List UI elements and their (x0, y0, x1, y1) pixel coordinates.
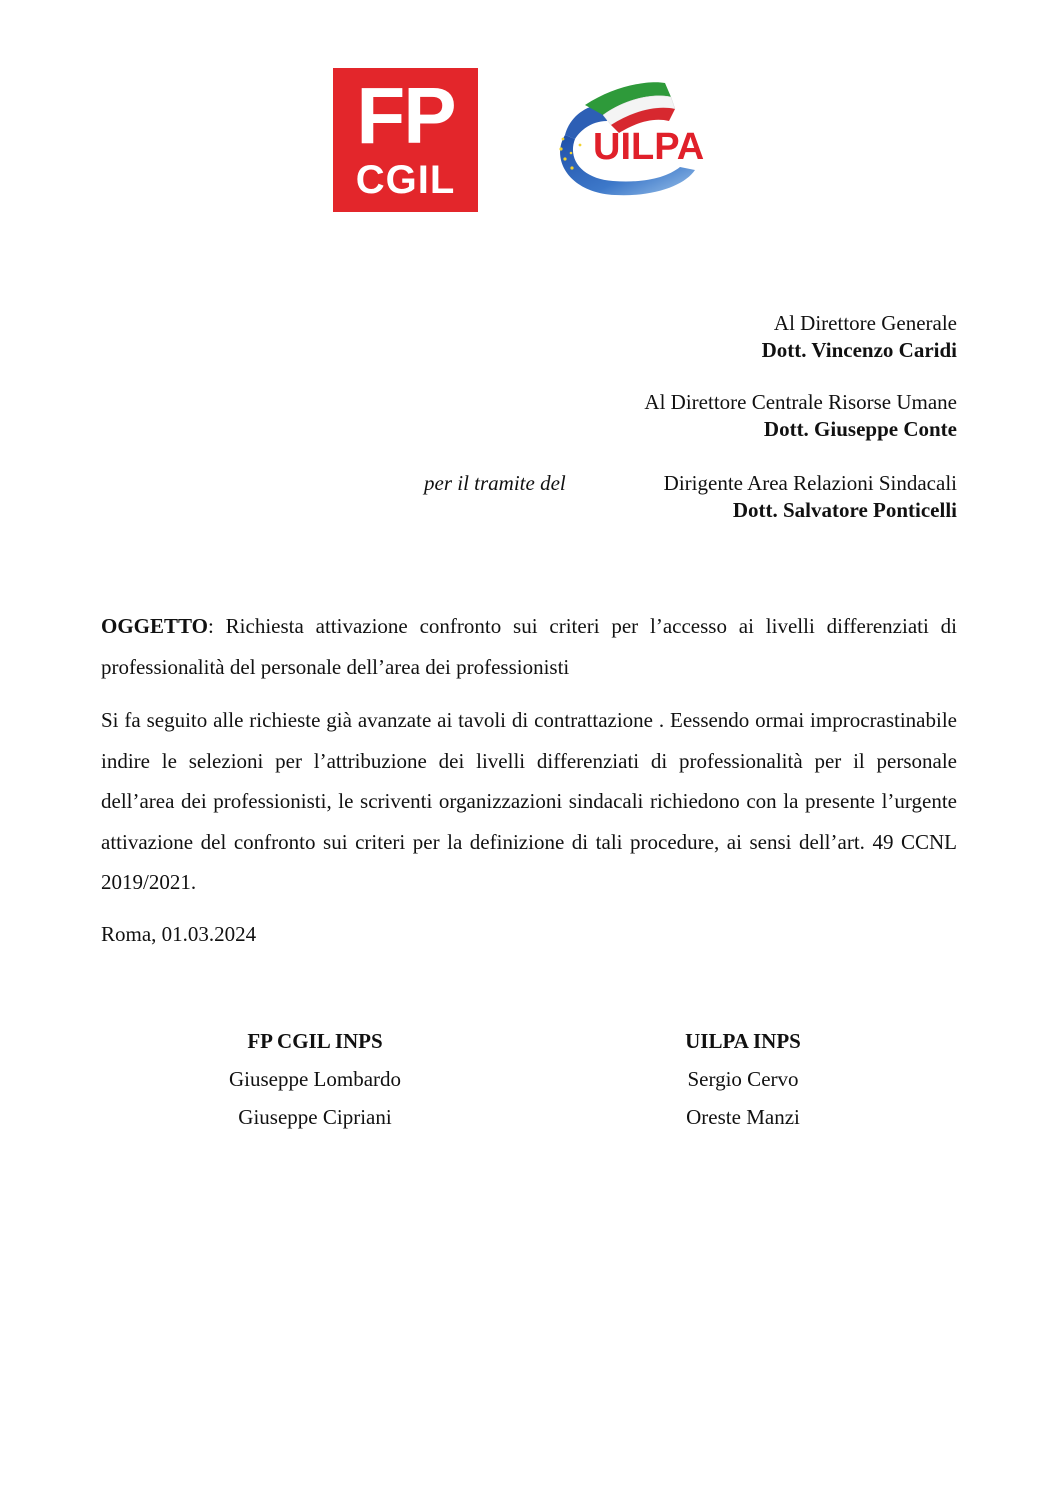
signature-name: Giuseppe Cipriani (238, 1105, 392, 1129)
signature-block-fp-cgil (165, 1022, 465, 1136)
fp-cgil-logo-line1: FP (356, 71, 455, 160)
signature-org: UILPA INPS (685, 1029, 801, 1053)
signature-name: Oreste Manzi (686, 1105, 800, 1129)
recipient-block-3 (664, 470, 957, 524)
signature-block-uilpa (593, 1022, 893, 1136)
recipient-name: Dott. Giuseppe Conte (763, 417, 957, 441)
subject-paragraph (101, 606, 957, 687)
subject-label: OGGETTO (101, 614, 208, 638)
recipient-role: Al Direttore Centrale Risorse Umane (644, 390, 957, 414)
signature-org: FP CGIL INPS (247, 1029, 383, 1053)
recipient-name: Dott. Salvatore Ponticelli (732, 498, 957, 522)
recipient-block-2 (644, 389, 957, 443)
signature-name: Giuseppe Lombardo (228, 1067, 402, 1091)
fp-cgil-logo-line2: CGIL (355, 158, 456, 202)
uilpa-logo (545, 75, 725, 200)
recipient-name: Dott. Vincenzo Caridi (761, 338, 957, 362)
recipient-role: Al Direttore Generale (773, 311, 957, 335)
uilpa-logo-text: UILPA (593, 126, 705, 168)
fp-cgil-logo (333, 68, 478, 212)
recipient-role: Dirigente Area Relazioni Sindacali (663, 471, 957, 495)
body-paragraph: Si fa seguito alle richieste già avanzate ai tavoli di contrattazione . Eessendo ormai improcrastinabile indire le selezioni per l’attribuzione dei livelli differenziati di professionalità per il personale dell’area dei professionisti, le scriventi organizzazioni sindacali richiedono con la presente l’urgente attivazione del confronto sui criteri per la definizione di tali procedure, ai sensi dell’art. 49 CCNL 2019/2021. (101, 708, 957, 894)
signature-name: Sergio Cervo (687, 1067, 799, 1091)
subject-text: : Richiesta attivazione confronto sui criteri per l’accesso ai livelli differenziati di professionalità del personale dell’area dei professionisti (101, 614, 957, 679)
place-date: Roma, 01.03.2024 (101, 922, 257, 946)
recipient-block-1 (762, 310, 957, 364)
via-label: per il tramite del (424, 471, 566, 495)
